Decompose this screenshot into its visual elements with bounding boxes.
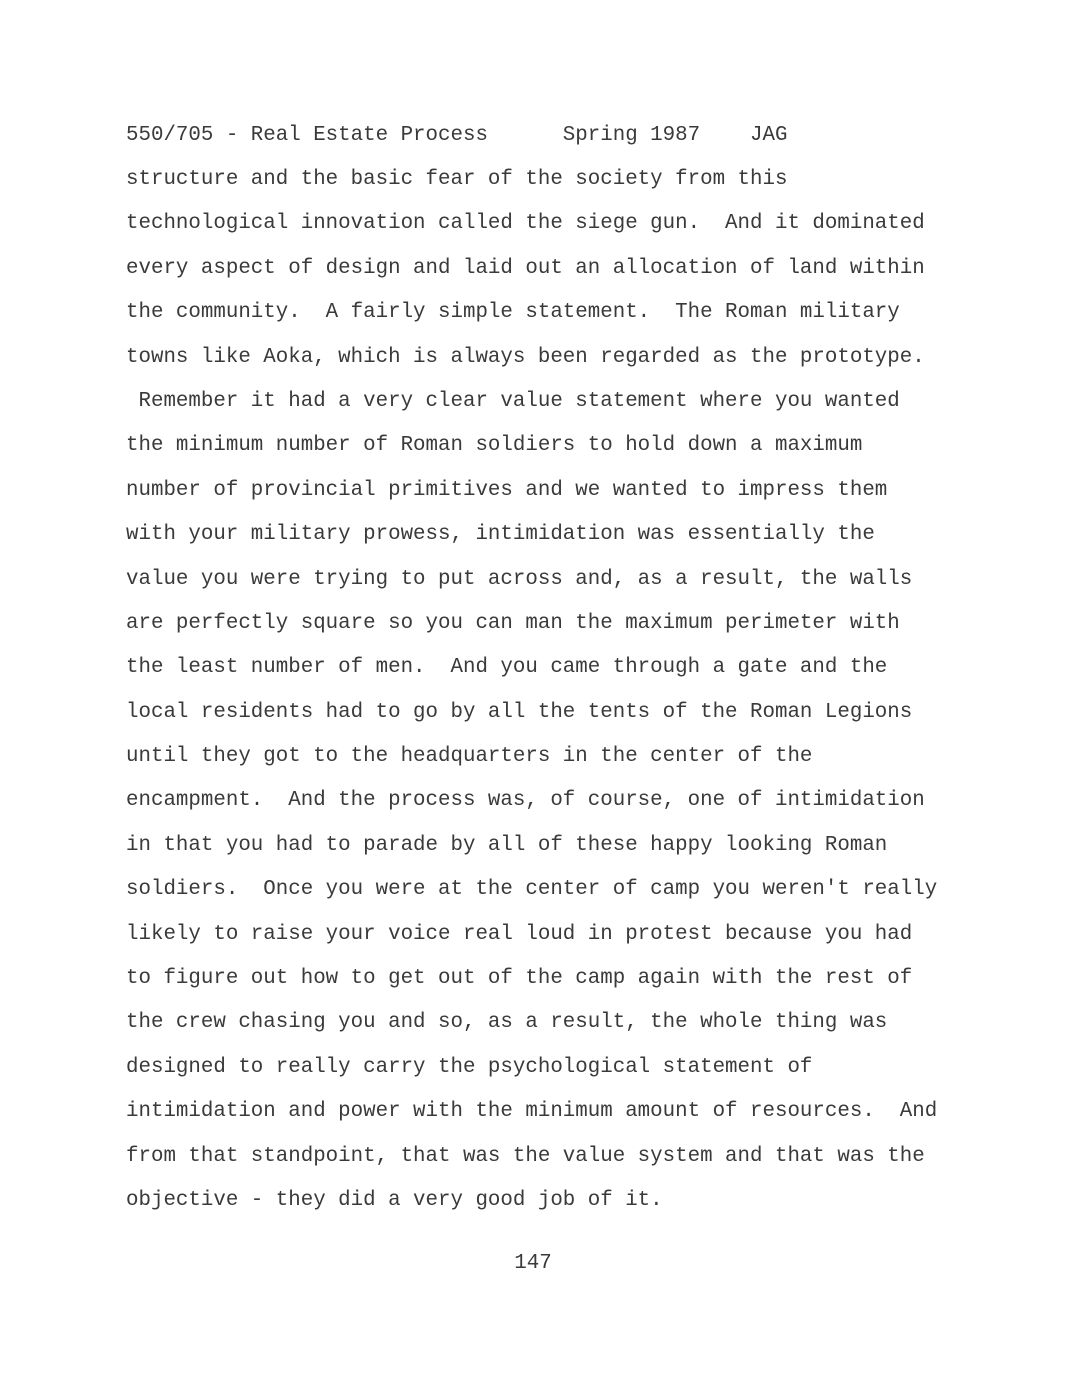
text-line: towns like Aoka, which is always been regarded as the prototype. xyxy=(126,345,925,369)
text-line: the least number of men. And you came through a gate and the xyxy=(126,656,888,680)
text-line: Remember it had a very clear value statement where you wanted xyxy=(126,389,900,413)
text-line: from that standpoint, that was the value system and that was the xyxy=(126,1144,925,1168)
text-line: the crew chasing you and so, as a result, the whole thing was xyxy=(126,1011,888,1035)
text-line: likely to raise your voice real loud in protest because you had xyxy=(126,922,913,946)
text-line: soldiers. Once you were at the center of camp you weren't really xyxy=(126,878,938,902)
text-line: the community. A fairly simple statement. The Roman military xyxy=(126,301,900,325)
text-line: in that you had to parade by all of these happy looking Roman xyxy=(126,833,888,857)
text-line: until they got to the headquarters in the center of the xyxy=(126,745,813,769)
text-line: encampment. And the process was, of course, one of intimidation xyxy=(126,789,925,813)
page-header: 550/705 - Real Estate Process Spring 1987 JAG xyxy=(126,124,788,147)
text-line: with your military prowess, intimidation was essentially the xyxy=(126,523,875,547)
text-line: structure and the basic fear of the society from this xyxy=(126,168,788,191)
text-line: are perfectly square so you can man the maximum perimeter with xyxy=(126,611,900,635)
text-line: every aspect of design and laid out an allocation of land within xyxy=(126,256,925,280)
text-line: value you were trying to put across and, as a result, the walls xyxy=(126,567,913,591)
page-number: 147 xyxy=(514,1252,552,1275)
transcript-body xyxy=(126,168,937,1233)
text-line: the minimum number of Roman soldiers to hold down a maximum xyxy=(126,434,863,458)
text-line: number of provincial primitives and we wanted to impress them xyxy=(126,478,888,502)
text-line: technological innovation called the siege gun. And it dominated xyxy=(126,212,925,236)
text-line: intimidation and power with the minimum amount of resources. And xyxy=(126,1100,938,1124)
text-line: objective - they did a very good job of it. xyxy=(126,1188,663,1212)
text-line: to figure out how to get out of the camp again with the rest of xyxy=(126,967,913,991)
text-line: local residents had to go by all the tents of the Roman Legions xyxy=(126,700,913,724)
text-line: designed to really carry the psychological statement of xyxy=(126,1055,813,1079)
